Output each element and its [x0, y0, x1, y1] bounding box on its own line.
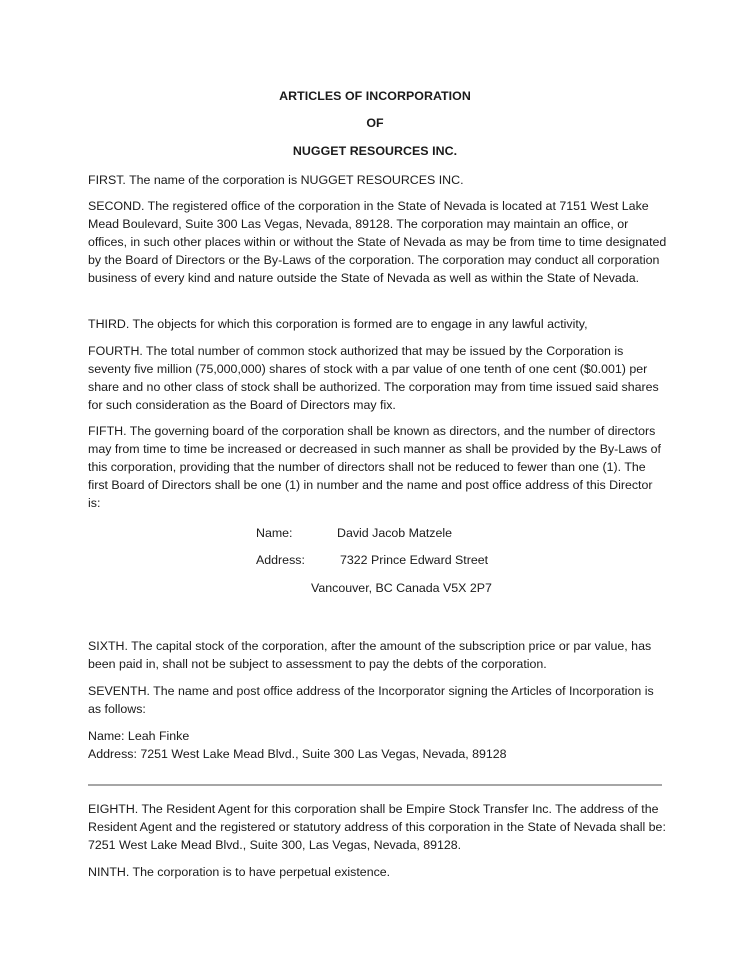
document-title: ARTICLES OF INCORPORATION [279, 89, 471, 103]
article-third: THIRD. The objects for which this corporation is formed are to engage in any lawful activity, [88, 317, 588, 331]
article-fourth: FOURTH. The total number of common stock authorized that may be issued by the Corporation is seventy five million (75,000,000) shares of stock with a par value of one tenth of one cent ($0.001) per share and no other class of stock shall be authorized. The corporation may from time issued said shares for such consideration as the Board of Directors may fix. [88, 344, 659, 412]
director-name-label: Name: [256, 526, 293, 540]
director-address-line2: Vancouver, BC Canada V5X 2P7 [311, 581, 492, 595]
article-ninth: NINTH. The corporation is to have perpetual existence. [88, 865, 391, 879]
director-address-line1: 7322 Prince Edward Street [340, 553, 489, 567]
director-name-value: David Jacob Matzele [337, 526, 453, 540]
incorporator-name: Name: Leah Finke [88, 729, 190, 743]
article-eighth: EIGHTH. The Resident Agent for this corporation shall be Empire Stock Transfer Inc. The address of the Resident Agent and the registered or statutory address of this corporation in the State of Nevada shall be: 7251 West Lake Mead Blvd., Suite 300, Las Vegas, Nevada, 89128. [88, 802, 666, 852]
article-seventh: SEVENTH. The name and post office address of the Incorporator signing the Articles of Incorporation is as follows: [88, 684, 654, 716]
article-sixth: SIXTH. The capital stock of the corporation, after the amount of the subscription price or par value, has been paid in, shall not be subject to assessment to pay the debts of the corporation. [88, 639, 652, 671]
article-fifth: FIFTH. The governing board of the corporation shall be known as directors, and the number of directors may from time to time be increased or decreased in such manner as shall be provided by the By-Laws of this corporation, providing that the number of directors shall not be reduced to fewer than one (1). The first Board of Directors shall be one (1) in number and the name and post office address of this Director is: [88, 424, 662, 510]
incorporator-address: Address: 7251 West Lake Mead Blvd., Suite 300 Las Vegas, Nevada, 89128 [88, 747, 507, 761]
section-divider [88, 784, 662, 786]
article-first: FIRST. The name of the corporation is NUGGET RESOURCES INC. [88, 173, 464, 187]
director-address-label: Address: [256, 553, 305, 567]
article-second: SECOND. The registered office of the corporation in the State of Nevada is located at 7151 West Lake Mead Boulevard, Suite 300 Las Vegas, Nevada, 89128. The corporation may maintain an office, or offices, in such other places within or without the State of Nevada as may be from time to time designated by the Board of Directors or the By-Laws of the corporation. The corporation may conduct all corporation business of every kind and nature outside the State of Nevada as well as within the State of Nevada. [88, 199, 667, 285]
document-title-of: OF [366, 116, 384, 130]
company-name-heading: NUGGET RESOURCES INC. [292, 144, 458, 158]
